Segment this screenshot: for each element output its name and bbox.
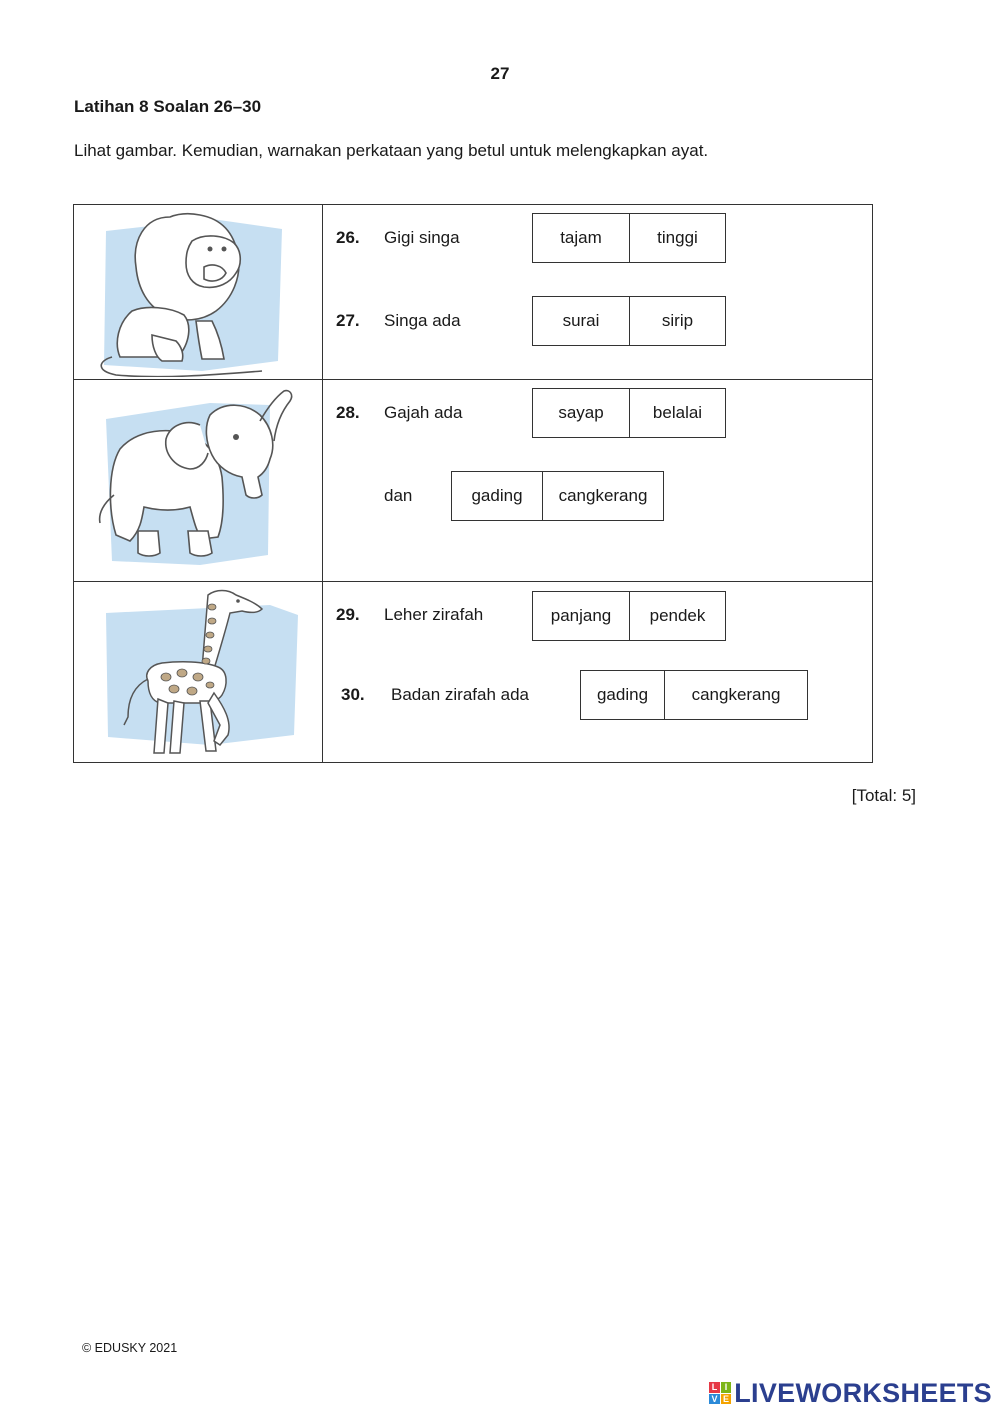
liveworksheets-logo-icon	[709, 1382, 731, 1404]
answer-box	[532, 388, 726, 438]
brand-logo[interactable]	[709, 1378, 992, 1408]
table-column-divider	[322, 205, 323, 762]
answer-box	[451, 471, 664, 521]
logo-letter: L	[709, 1382, 720, 1393]
question-text: Singa ada	[384, 311, 461, 330]
table-row-divider	[74, 379, 872, 380]
choice-option[interactable]: gading	[471, 486, 523, 505]
giraffe-illustration	[100, 585, 300, 761]
answer-box	[580, 670, 808, 720]
logo-letter: I	[721, 1382, 732, 1393]
choice-option[interactable]: belalai	[629, 389, 725, 437]
choice-option[interactable]: panjang	[550, 606, 612, 625]
brand-name: LIVEWORKSHEETS	[734, 1377, 992, 1408]
question-text: Leher zirafah	[384, 605, 484, 624]
section-title: Latihan 8 Soalan 26–30	[74, 97, 262, 116]
question-text: Badan zirafah ada	[391, 685, 529, 704]
choice-option[interactable]: tinggi	[629, 214, 725, 262]
answer-box	[532, 213, 726, 263]
question-number: 30.	[341, 685, 365, 704]
choice-option[interactable]: cangkerang	[664, 671, 807, 719]
question-table	[73, 204, 873, 763]
question-text: Gajah ada	[384, 403, 463, 422]
logo-letter: V	[709, 1394, 720, 1405]
lion-illustration	[92, 211, 292, 377]
total-marks: [Total: 5]	[851, 786, 916, 805]
choice-option[interactable]: gading	[596, 685, 649, 704]
choice-option[interactable]: surai	[562, 311, 600, 330]
page-number: 27	[490, 64, 510, 83]
choice-option[interactable]: sayap	[558, 403, 604, 422]
table-row-divider	[74, 581, 872, 582]
choice-option[interactable]: tajam	[560, 228, 602, 247]
logo-letter: E	[721, 1394, 732, 1405]
choice-option[interactable]: cangkerang	[542, 472, 663, 520]
elephant-illustration	[90, 385, 300, 577]
choice-option[interactable]: sirip	[629, 297, 725, 345]
answer-box	[532, 591, 726, 641]
question-text: dan	[384, 486, 413, 505]
question-number: 26.	[336, 228, 360, 247]
question-number: 27.	[336, 311, 360, 330]
question-number: 29.	[336, 605, 360, 624]
instruction-text: Lihat gambar. Kemudian, warnakan perkataan yang betul untuk melengkapkan ayat.	[74, 141, 709, 160]
question-number: 28.	[336, 403, 360, 422]
copyright-notice: © EDUSKY 2021	[82, 1341, 178, 1355]
question-text: Gigi singa	[384, 228, 460, 247]
answer-box	[532, 296, 726, 346]
choice-option[interactable]: pendek	[629, 592, 725, 640]
